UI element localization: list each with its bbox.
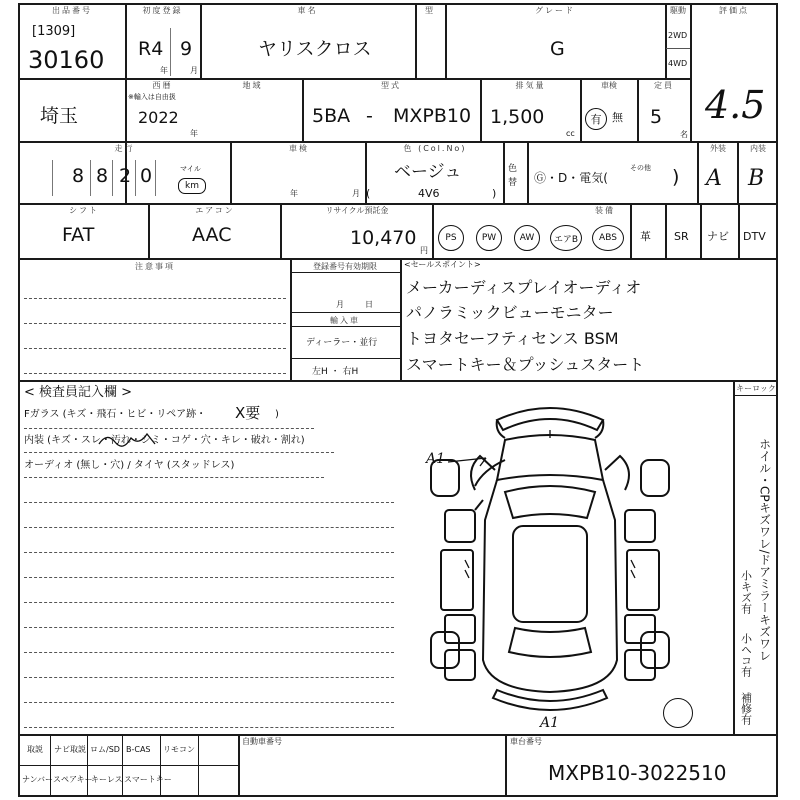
- mileage-digit: 0: [140, 165, 153, 187]
- side-note: 小キズ有: [739, 570, 753, 614]
- color-code: 4V6: [418, 187, 440, 200]
- import-dealer: ディーラー・並行: [306, 338, 378, 348]
- inspector-title: < 検査員記入欄 >: [24, 385, 133, 400]
- header-drive: 駆動: [670, 6, 686, 15]
- fuel-other: その他: [630, 164, 651, 172]
- footer-item: 取説: [27, 745, 43, 754]
- equip-leather: 革: [640, 230, 651, 243]
- color-name: ベージュ: [394, 162, 462, 182]
- footer-item: スマートキー: [124, 775, 172, 784]
- header-grade: グレード: [535, 6, 575, 15]
- model-dash: -: [366, 105, 373, 127]
- header-displacement: 排気量: [515, 81, 546, 90]
- model-year: 2022: [138, 108, 179, 127]
- header-key: キーロック: [736, 384, 776, 393]
- inspector-line: オーディオ (無し・穴) / タイヤ (スタッドレス): [24, 460, 235, 471]
- car-diagram: [425, 400, 675, 730]
- header-ac: エアコン: [195, 206, 235, 215]
- side-note: 小ヘコ有: [739, 633, 753, 677]
- exterior-grade: A: [706, 166, 722, 191]
- ac: AAC: [192, 224, 232, 246]
- car-name: ヤリスクロス: [258, 38, 372, 60]
- header-shaken: 車検: [289, 144, 309, 153]
- inspector-mark: X要: [235, 404, 261, 422]
- first-reg-month: 9: [180, 38, 193, 60]
- mileage-digit: 2: [119, 165, 132, 187]
- diagram-mark-rear: A1: [540, 715, 560, 731]
- equip-airbag: エアB: [550, 225, 582, 251]
- import-steering: 左H ・ 右H: [312, 367, 359, 377]
- diagram-mark-front-arrow: [446, 452, 496, 472]
- color-open: (: [366, 187, 371, 200]
- sales-point: パノラミックビューモニター: [406, 303, 614, 322]
- equip-sr: SR: [674, 230, 689, 243]
- displacement-value: 1,500: [490, 106, 545, 128]
- equip-navi: ナビ: [707, 230, 729, 243]
- mileage-digit: 8: [96, 165, 109, 187]
- reg-month: 月: [336, 300, 344, 309]
- mileage-digit: 8: [72, 165, 85, 187]
- header-recycle: リサイクル預託金: [325, 206, 389, 215]
- score-handwritten: 4.5: [705, 83, 766, 127]
- header-chassis: 車台番号: [510, 737, 542, 746]
- lot-number: 30160: [28, 46, 105, 74]
- header-score: 評価点: [719, 6, 749, 15]
- recycle-value: 10,470: [350, 227, 417, 249]
- equip-abs: ABS: [592, 225, 624, 251]
- header-exterior: 外装: [710, 144, 726, 153]
- model-year-unit: 年: [190, 129, 198, 138]
- interior-grade: B: [748, 166, 765, 191]
- header-model: 型式: [381, 81, 401, 90]
- header-sales-points: <セールスポイント>: [404, 260, 481, 269]
- footer-item: リモコン: [163, 745, 195, 754]
- inspection-no: 無: [612, 111, 623, 124]
- footer-item: スペアキー: [53, 775, 93, 784]
- grade: G: [550, 38, 565, 60]
- header-car-name: 車名: [297, 6, 318, 15]
- color-change: 色替: [508, 164, 518, 188]
- drive-2wd: 2WD: [668, 31, 688, 40]
- header-reg-no: 登録番号有効期限: [313, 262, 377, 271]
- header-mileage: 走行: [114, 144, 135, 153]
- sales-point: スマートキー＆プッシュスタート: [406, 355, 645, 374]
- model-year-note: ※輸入は自由扱: [128, 93, 176, 101]
- seats-value: 5: [650, 106, 663, 128]
- footer-item: キーレス: [91, 775, 123, 784]
- footer-item: ナンバー: [22, 775, 54, 784]
- footer-item: ロム/SD: [90, 745, 120, 754]
- shaken-month: 月: [352, 189, 360, 198]
- inspector-close: ): [275, 409, 279, 420]
- displacement-unit: cc: [566, 129, 575, 138]
- header-inspection: 車検: [601, 81, 617, 90]
- diagram-mark-front: A1: [426, 451, 446, 467]
- header-first-reg: 初度登録: [142, 6, 183, 15]
- header-color: 色 (Col.No): [403, 144, 467, 153]
- header-seats: 定員: [654, 81, 674, 90]
- drive-4wd: 4WD: [668, 59, 688, 68]
- mileage-mile: マイル: [180, 165, 201, 173]
- spare-wheel-icon: [663, 698, 693, 728]
- header-import: 輸入車: [330, 316, 360, 325]
- reg-day: 日: [365, 300, 373, 309]
- sales-point: トヨタセーフティセンス BSM: [406, 329, 619, 348]
- header-interior: 内装: [750, 144, 766, 153]
- footer-item: ナビ取説: [54, 745, 86, 754]
- header-type: 型: [425, 6, 435, 15]
- chassis-number: MXPB10-3022510: [548, 761, 727, 785]
- color-close: ): [492, 187, 497, 200]
- side-note: ホイル・CPキズワレ/ドアミラーキズワレ: [757, 438, 772, 662]
- inspector-line: 内装 (キズ・スレ・汚れ・シミ・コゲ・穴・キレ・破れ・割れ): [24, 435, 305, 446]
- header-notes: 注意事項: [135, 262, 175, 271]
- first-reg-year-unit: 年: [160, 66, 168, 75]
- sales-point: メーカーディスプレイオーディオ: [406, 278, 642, 297]
- header-region: 地域: [242, 81, 263, 90]
- first-reg-month-unit: 月: [190, 66, 198, 75]
- model-code: MXPB10: [393, 105, 472, 127]
- fuel-close: ): [672, 166, 680, 188]
- transmission: FAT: [62, 224, 95, 246]
- header-vehicle-no: 自動車番号: [242, 737, 282, 746]
- footer-item: B-CAS: [126, 745, 151, 754]
- side-note: 補修有: [739, 692, 753, 725]
- mileage-km: km: [178, 178, 206, 194]
- equip-dtv: DTV: [743, 230, 766, 243]
- seats-unit: 名: [680, 130, 688, 139]
- lot-code: [1309]: [32, 24, 76, 39]
- shaken-year: 年: [290, 189, 298, 198]
- equip-pw: PW: [476, 225, 502, 251]
- model-prefix: 5BA: [312, 105, 351, 127]
- fuel-options: Ⓖ・D・電気(: [534, 171, 608, 185]
- recycle-unit: 円: [420, 246, 428, 255]
- header-transmission: シフト: [69, 206, 99, 215]
- header-model-year: 西暦: [152, 81, 173, 90]
- inspection-yes: 有: [585, 108, 607, 130]
- first-reg-era: R4: [138, 38, 164, 60]
- header-equipment: 装備: [595, 206, 615, 215]
- region: 埼玉: [40, 105, 79, 127]
- inspector-line: Fガラス (キズ・飛石・ヒビ・リペア跡・: [24, 409, 207, 420]
- header-lot: 出品番号: [52, 6, 92, 15]
- handwritten-scribble: [95, 430, 165, 450]
- equip-aw: AW: [514, 225, 540, 251]
- equip-ps: PS: [438, 225, 464, 251]
